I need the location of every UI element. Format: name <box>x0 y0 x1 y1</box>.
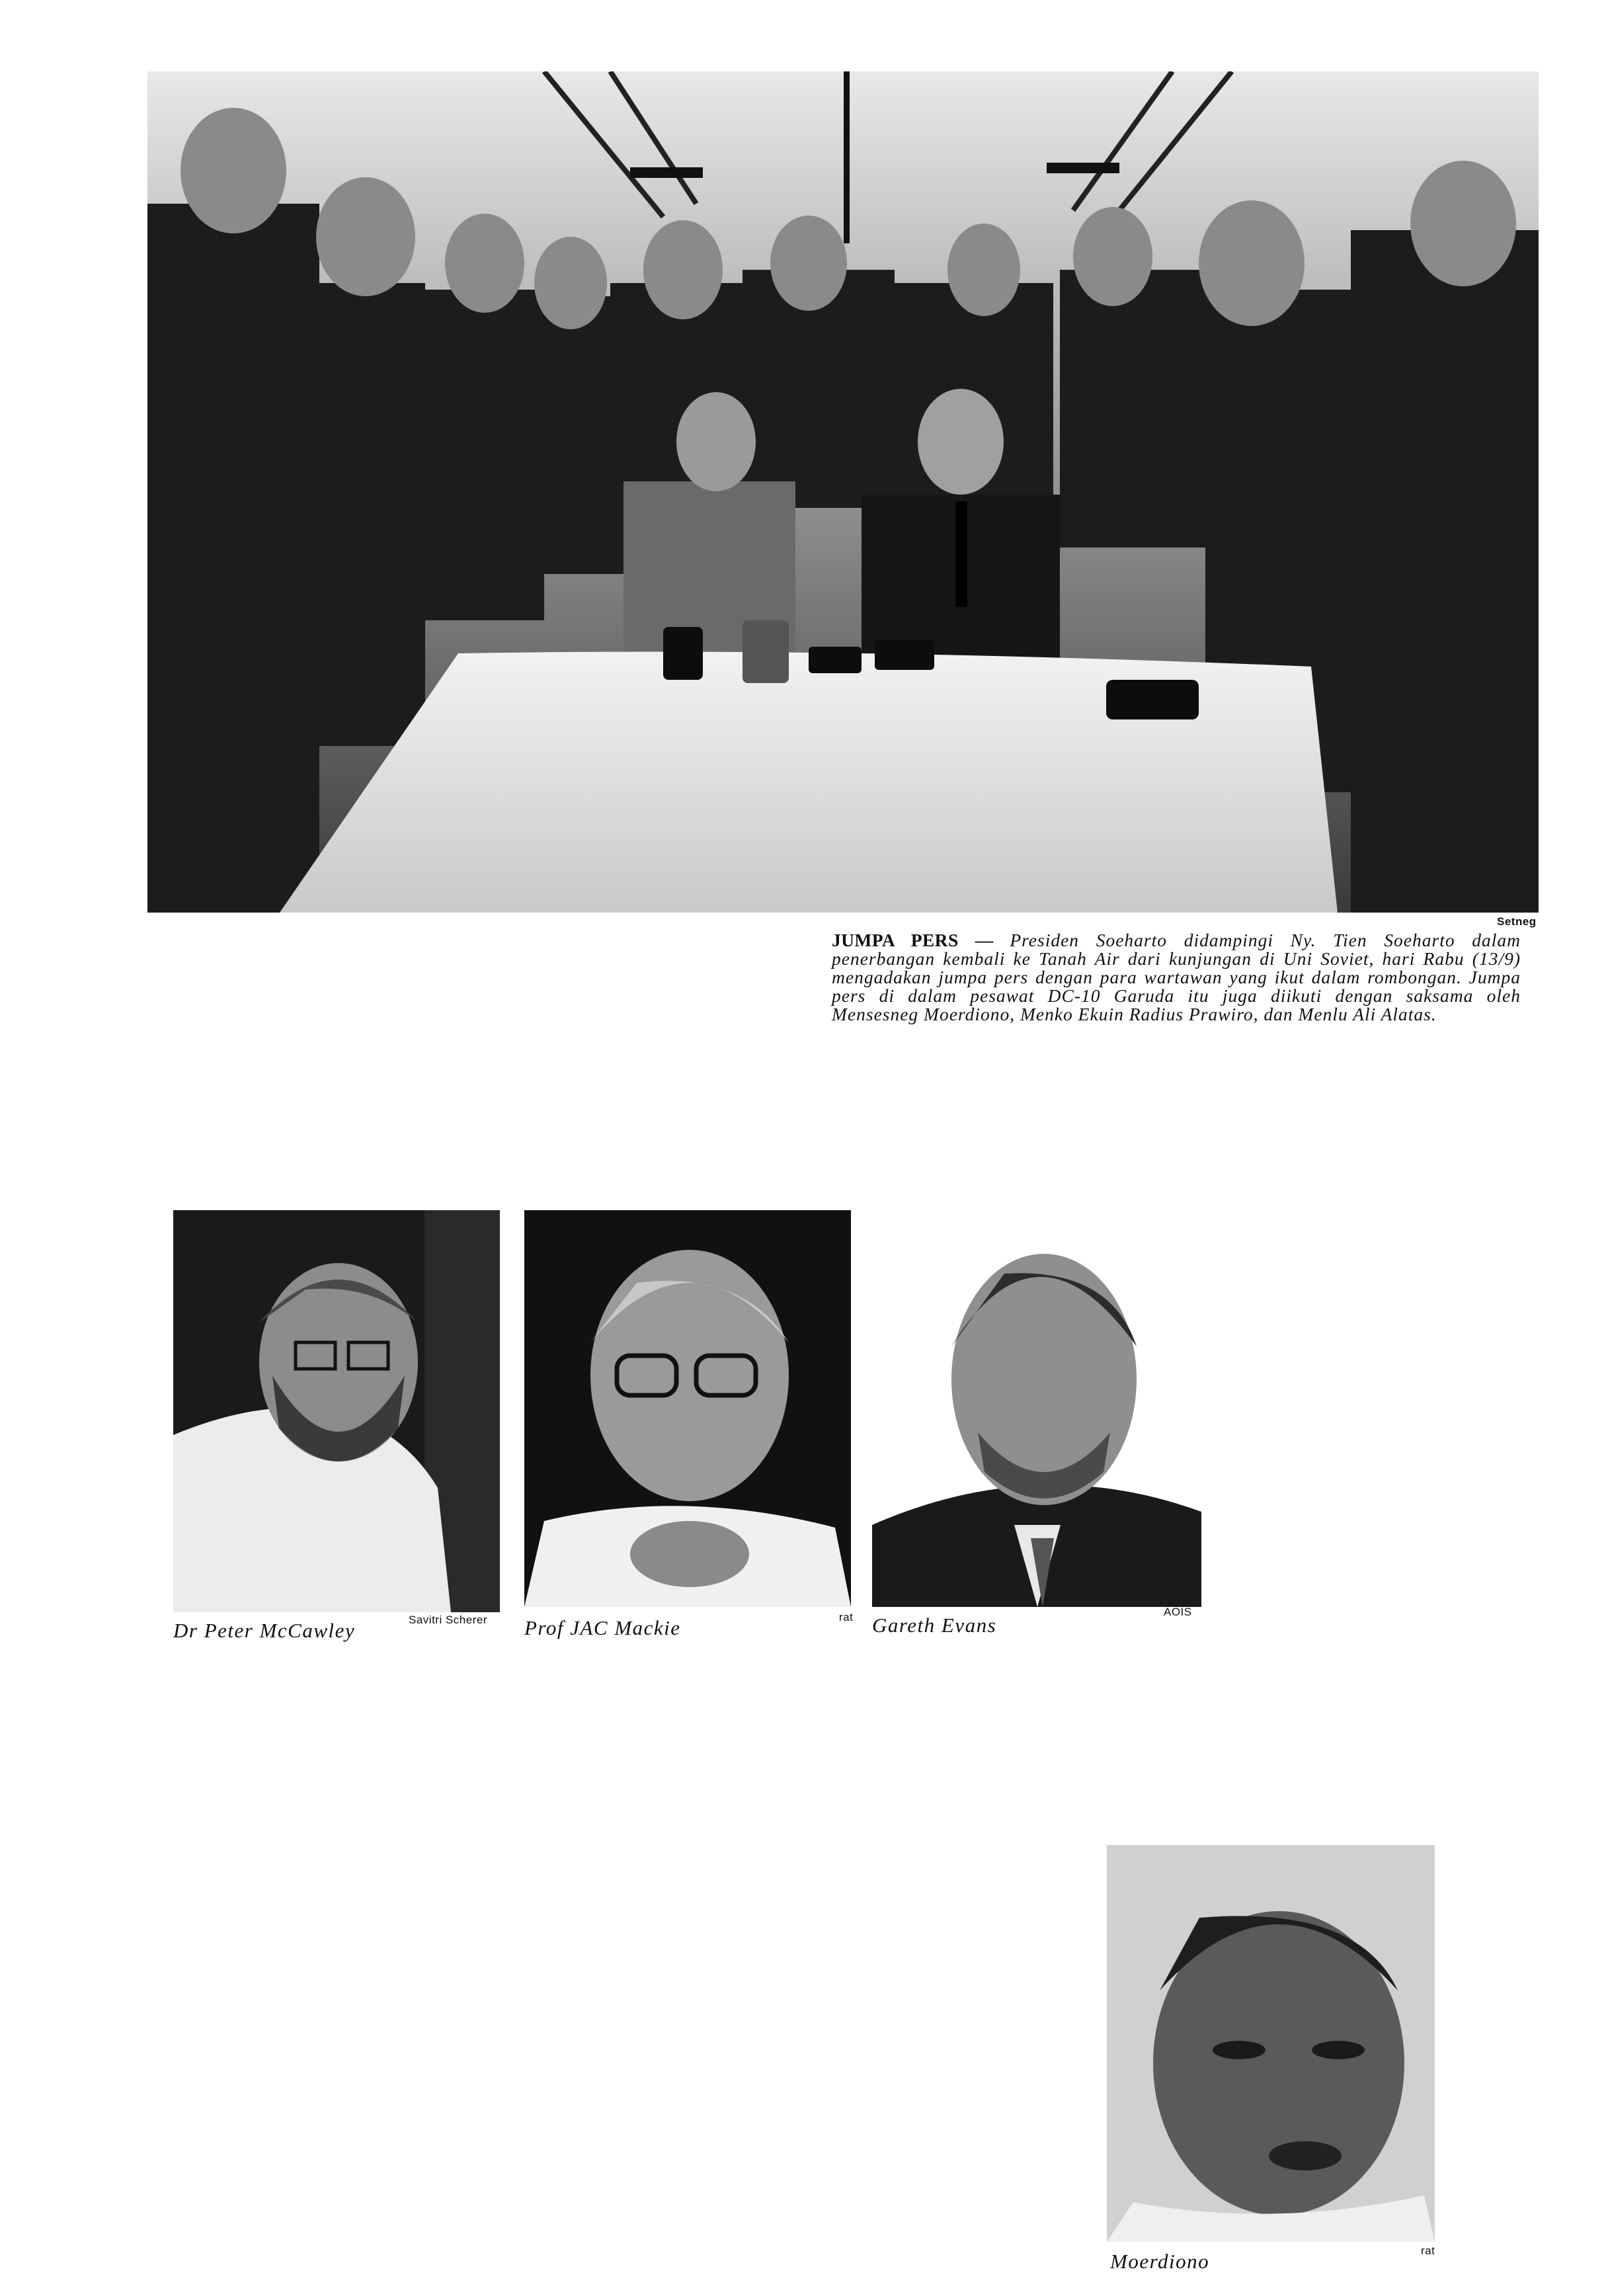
portrait-photo-mackie <box>524 1210 851 1607</box>
caption-body: Presiden Soeharto didampingi Ny. Tien Soeharto dalam penerbangan kembali ke Tanah Air dari kunjungan di Uni Soviet, hari Rabu (13/9) mengadakan jumpa pers dengan para wartawan yang ikut dalam rombongan. Jumpa pers di dalam pesawat DC-10 Garuda itu juga diikuti dengan saksama oleh Mensesneg Moerdiono, Menko Ekuin Radius Prawiro, dan Menlu Ali Alatas. <box>832 930 1521 1024</box>
portrait-caption-mackie: Prof JAC Mackie <box>524 1616 681 1639</box>
photo-credit: Setneg <box>1497 915 1537 928</box>
portrait-caption-evans: Gareth Evans <box>872 1614 997 1637</box>
portrait-photo-mccawley <box>173 1210 500 1612</box>
portrait-photo-evans <box>872 1214 1201 1607</box>
portrait-credit-mackie: rat <box>839 1611 854 1623</box>
main-photo-caption <box>832 931 1521 1024</box>
portrait-photo-moerdiono <box>1107 1845 1435 2242</box>
portrait-credit-evans: AOIS <box>1164 1606 1192 1618</box>
portrait-caption-mccawley: Dr Peter McCawley <box>173 1619 356 1642</box>
press-conference-photo <box>147 71 1539 913</box>
portrait-credit-moerdiono: rat <box>1421 2244 1435 2257</box>
portrait-caption-moerdiono: Moerdiono <box>1110 2250 1210 2273</box>
caption-lead: JUMPA PERS — <box>832 930 994 950</box>
portrait-credit-mccawley: Savitri Scherer <box>409 1614 487 1626</box>
